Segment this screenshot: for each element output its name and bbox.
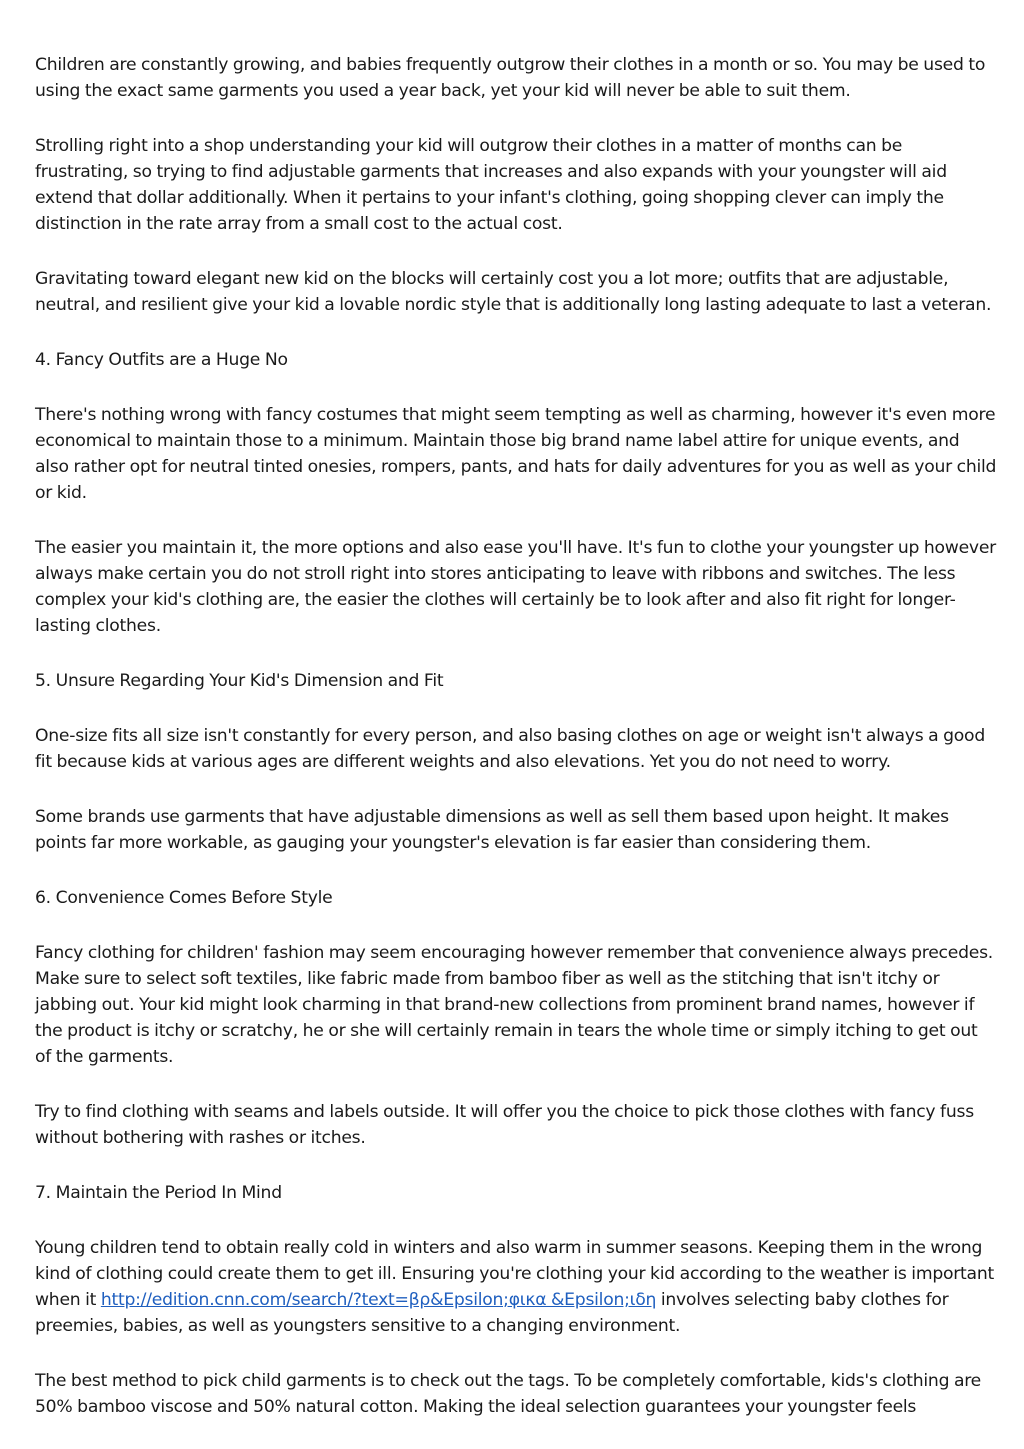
heading-convenience: 6. Convenience Comes Before Style [35, 888, 333, 908]
paragraph-intro: Children are constantly growing, and babies frequently outgrow their clothes in a month or so. You may be used to using the exact same garments you used a year back, yet your kid will never be able to suit them. [35, 55, 986, 101]
paragraph-easier: The easier you maintain it, the more options and also ease you'll have. It's fun to clothe your youngster up however always make certain you do not stroll right into stores anticipating to leave with ribbons and switches. The less complex your kid's clothing are, the easier the clothes will certainly be to look after and also fit right for longer-lasting clothes. [35, 538, 996, 636]
paragraph-weather [35, 1235, 997, 1339]
cnn-search-link[interactable]: http://edition.cnn.com/search/?text=βρ&Epsilon;φικα &Epsilon;ιδη [100, 1290, 657, 1310]
paragraph-fancy-costumes: There's nothing wrong with fancy costumes that might seem tempting as well as charming, however it's even more economical to maintain those to a minimum. Maintain those big brand name label attire for unique events, and also rather opt for neutral tinted onesies, rompers, pants, and hats for daily adventures for you as well as your child or kid. [35, 405, 997, 503]
paragraph-one-size: One-size fits all size isn't constantly for every person, and also basing clothes on age or weight isn't always a good fit because kids at various ages are different weights and also elevations. Yet you do not need to worry. [35, 726, 985, 772]
heading-dimension-fit: 5. Unsure Regarding Your Kid's Dimension and Fit [35, 671, 444, 691]
paragraph-outgrow: Strolling right into a shop understanding your kid will outgrow their clothes in a matter of months can be frustrating, so trying to find adjustable garments that increases and also expands with your youngster will aid extend that dollar additionally. When it pertains to your infant's clothing, going shopping clever can imply the distinction in the rate array from a small cost to the actual cost. [35, 136, 947, 234]
paragraph-tags: The best method to pick child garments is to check out the tags. To be completely comfortable, kids's clothing are 50% bamboo viscose and 50% natural cotton. Making the ideal selection guarantees your youngster feels [35, 1371, 981, 1417]
heading-period: 7. Maintain the Period In Mind [35, 1183, 282, 1203]
document-body [35, 52, 997, 1420]
heading-fancy-outfits: 4. Fancy Outfits are a Huge No [35, 350, 288, 370]
paragraph-fancy-clothing: Fancy clothing for children' fashion may seem encouraging however remember that convenience always precedes. Make sure to select soft textiles, like fabric made from bamboo fiber as well as the stitching that isn't itchy or jabbing out. Your kid might look charming in that brand-new collections from prominent brand names, however if the product is itchy or scratchy, he or she will certainly remain in tears the whole time or simply itching to get out of the garments. [35, 943, 993, 1067]
paragraph-seams: Try to find clothing with seams and labels outside. It will offer you the choice to pick those clothes with fancy fuss without bothering with rashes or itches. [35, 1102, 974, 1148]
paragraph-weather-text-before: Young children tend to obtain really cold in winters and also warm in summer seasons. Keeping them in the wrong kind of clothing could create them to get ill. Ensuring you're clothing your kid according to the weather is important when it [35, 1238, 994, 1310]
paragraph-weather-text-after: involves selecting baby clothes for preemies, babies, as well as youngsters sensitive to a changing environment. [35, 1290, 949, 1336]
paragraph-brands: Some brands use garments that have adjustable dimensions as well as sell them based upon height. It makes points far more workable, as gauging your youngster's elevation is far easier than considering them. [35, 807, 949, 853]
paragraph-elegant: Gravitating toward elegant new kid on the blocks will certainly cost you a lot more; outfits that are adjustable, neutral, and resilient give your kid a lovable nordic style that is additionally long lasting adequate to last a veteran. [35, 269, 992, 315]
